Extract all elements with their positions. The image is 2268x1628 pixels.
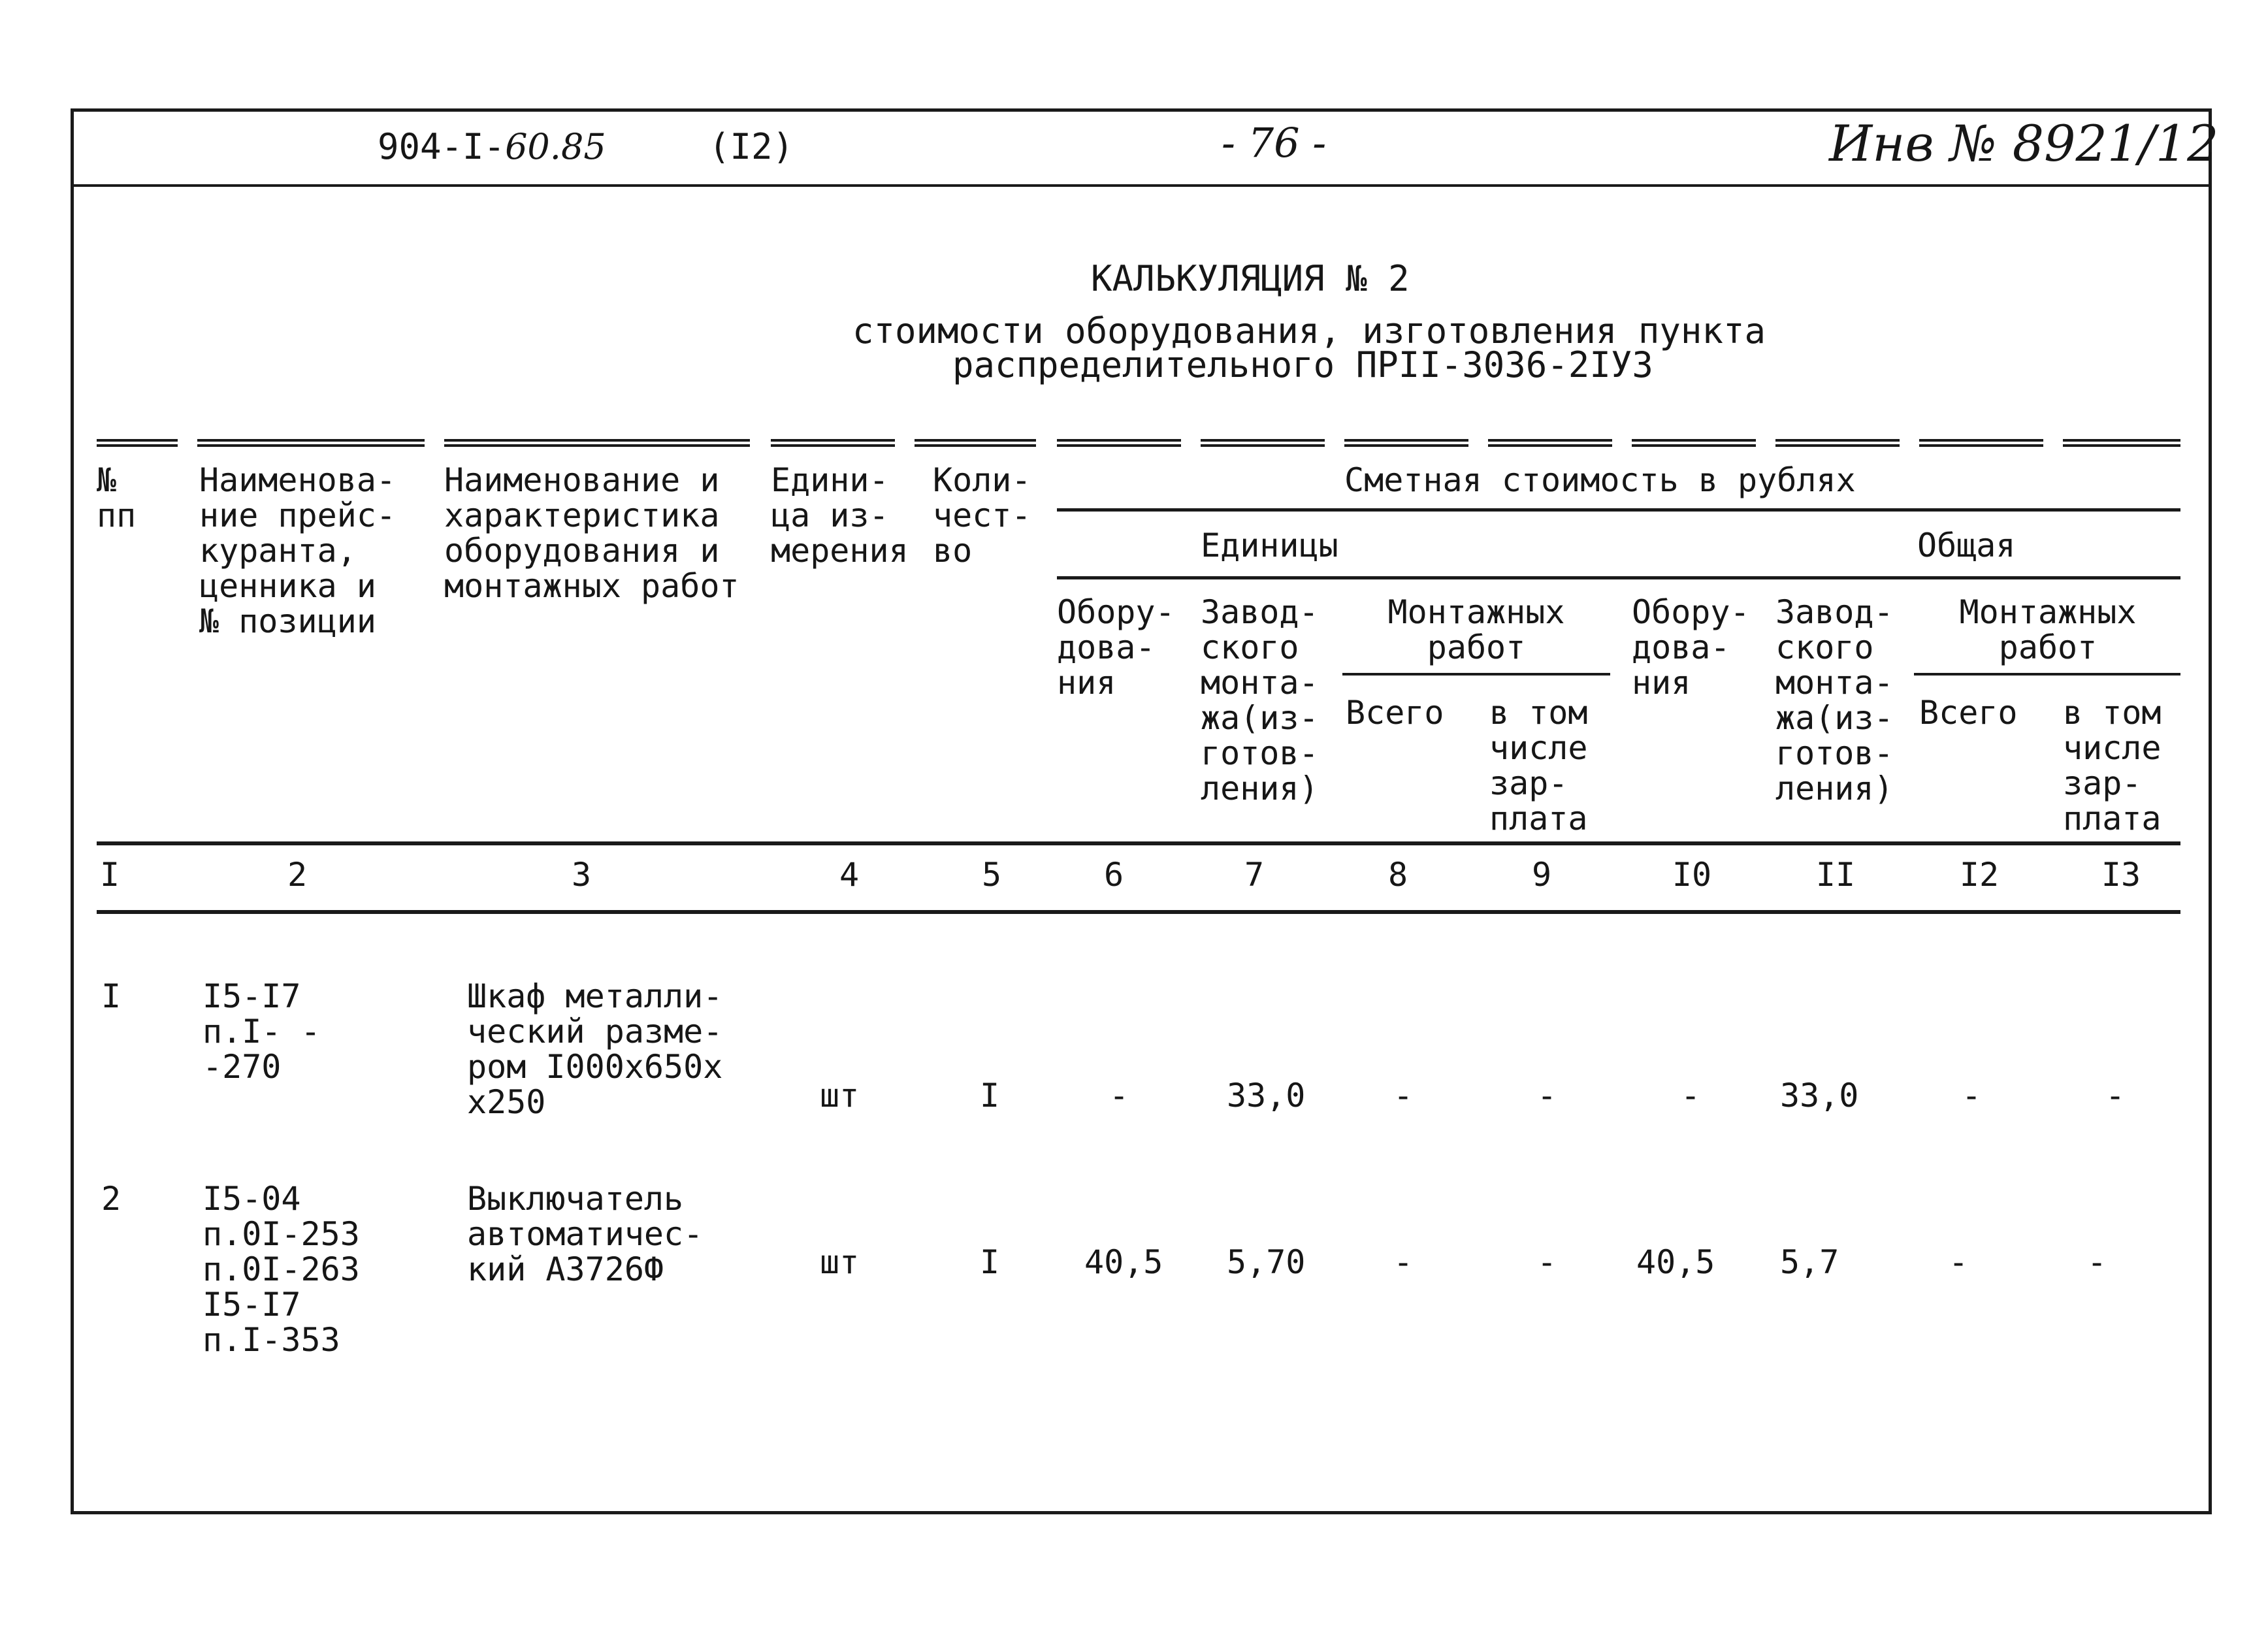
column-number: 3 [571,856,592,894]
column-number: 5 [981,856,1002,894]
row-montage-total: - [1948,1243,1969,1281]
page-number: - 76 - [1222,119,1327,167]
frame-border-bottom [71,1511,2212,1514]
column-number: 7 [1244,856,1265,894]
doc-code-prefix: 904-I- [378,126,506,167]
header-montage-total: Монтажных работ [1959,593,2137,666]
rule-header-bottom [97,841,2180,845]
table-top-rule [1919,439,2043,447]
doc-code-handwritten: 60.85 [505,126,606,167]
row-qty: I [980,1077,1000,1115]
table-top-rule [1632,439,1756,447]
row-pricelist: I5-04 п.0I-253 п.0I-263 I5-I7 п.I-353 [202,1180,360,1359]
rule-under-column-numbers [97,910,2180,914]
doc-code [378,126,606,167]
table-top-rule [1057,439,1181,447]
row-salary-total: - [2105,1077,2126,1115]
table-top-rule [197,439,425,447]
column-number: 6 [1103,856,1124,894]
header-salary-total: в том числе зар- плата [2063,694,2162,838]
header-col-name: Наименование и характеристика оборудования и монтажных работ [444,461,739,605]
table-top-rule [1201,439,1325,447]
column-number: I0 [1672,856,1712,894]
column-number: II [1815,856,1856,894]
header-factory-total: Завод- ского монта- жа(из- готов- ления) [1775,593,1894,807]
row-factory-unit: 33,0 [1227,1077,1306,1115]
header-factory-unit: Завод- ского монта- жа(из- готов- ления) [1201,593,1319,807]
table-top-rule [1775,439,1900,447]
doc-part: (I2) [709,126,794,167]
inventory-number: Инв № 8921/12 [1829,114,2219,172]
header-montage-unit: Монтажных работ [1387,593,1565,666]
header-col-pricelist: Наименова- ние прейс- куранта, ценника и № позиции [199,461,397,640]
row-pricelist: I5-I7 п.I- - -270 [202,977,321,1086]
header-col-number: № пп [97,461,137,534]
row-salary-unit: - [1536,1243,1557,1281]
rule-under-montage-unit [1342,673,1610,676]
column-number: I [99,856,120,894]
row-equipment-unit: 40,5 [1084,1243,1163,1281]
column-number: 2 [287,856,308,894]
frame-border-right [2209,108,2212,1514]
column-number: 8 [1387,856,1408,894]
column-number: I2 [1959,856,2000,894]
row-number: I [101,977,122,1015]
table-top-rule [1488,439,1612,447]
column-number: I3 [2101,856,2141,894]
table-top-rule [97,439,178,447]
document-title: КАЛЬКУЛЯЦИЯ № 2 [1091,258,1410,299]
header-vsego-total: Всего [1919,694,2018,732]
row-unit: шт [820,1243,860,1281]
header-rule [74,184,2209,187]
row-factory-total: 5,7 [1780,1243,1839,1281]
header-salary-unit: в том числе зар- плата [1489,694,1588,838]
row-equipment-total: - [1680,1077,1701,1115]
row-item-name: Шкаф металли- ческий разме- ром I000х650х х250 [467,977,723,1121]
header-total-group: Общая [1917,527,2016,564]
frame-border-top [71,108,2212,112]
table-top-rule [771,439,895,447]
header-col-qty: Коли- чест- во [933,461,1031,570]
rule-under-montage-total [1914,673,2180,676]
row-factory-total: 33,0 [1780,1077,1859,1115]
row-item-name: Выключатель автоматичес- кий А3726Ф [467,1180,704,1288]
rule-under-smeta [1057,508,2180,512]
row-equipment-total: 40,5 [1636,1243,1715,1281]
header-vsego-unit: Всего [1346,694,1444,732]
header-equipment-total: Обору- дова- ния [1632,593,1750,702]
header-col-unit: Едини- ца из- мерения [771,461,909,570]
table-top-rule [2063,439,2180,447]
row-factory-unit: 5,70 [1227,1243,1306,1281]
header-equipment-unit: Обору- дова- ния [1057,593,1175,702]
column-number: 9 [1531,856,1552,894]
row-montage-unit: - [1393,1077,1414,1115]
table-top-rule [1344,439,1468,447]
document-subtitle-line2: распределительного ПРII-3036-2IУЗ [952,344,1653,385]
row-qty: I [980,1243,1000,1281]
row-montage-total: - [1961,1077,1982,1115]
row-number: 2 [101,1180,122,1218]
table-top-rule [444,439,750,447]
frame-border-left [71,108,74,1514]
row-unit: шт [820,1077,860,1115]
header-smeta: Сметная стоимость в рублях [1344,461,1856,499]
document-subtitle-line1: стоимости оборудования, изготовления пункта [852,310,1766,351]
row-equipment-unit: - [1109,1077,1129,1115]
rule-under-groups [1057,576,2180,579]
column-number: 4 [839,856,860,894]
row-salary-total: - [2086,1243,2107,1281]
table-top-rule [915,439,1036,447]
row-montage-unit: - [1393,1243,1414,1281]
header-unit-group: Единицы [1201,527,1338,564]
row-salary-unit: - [1536,1077,1557,1115]
